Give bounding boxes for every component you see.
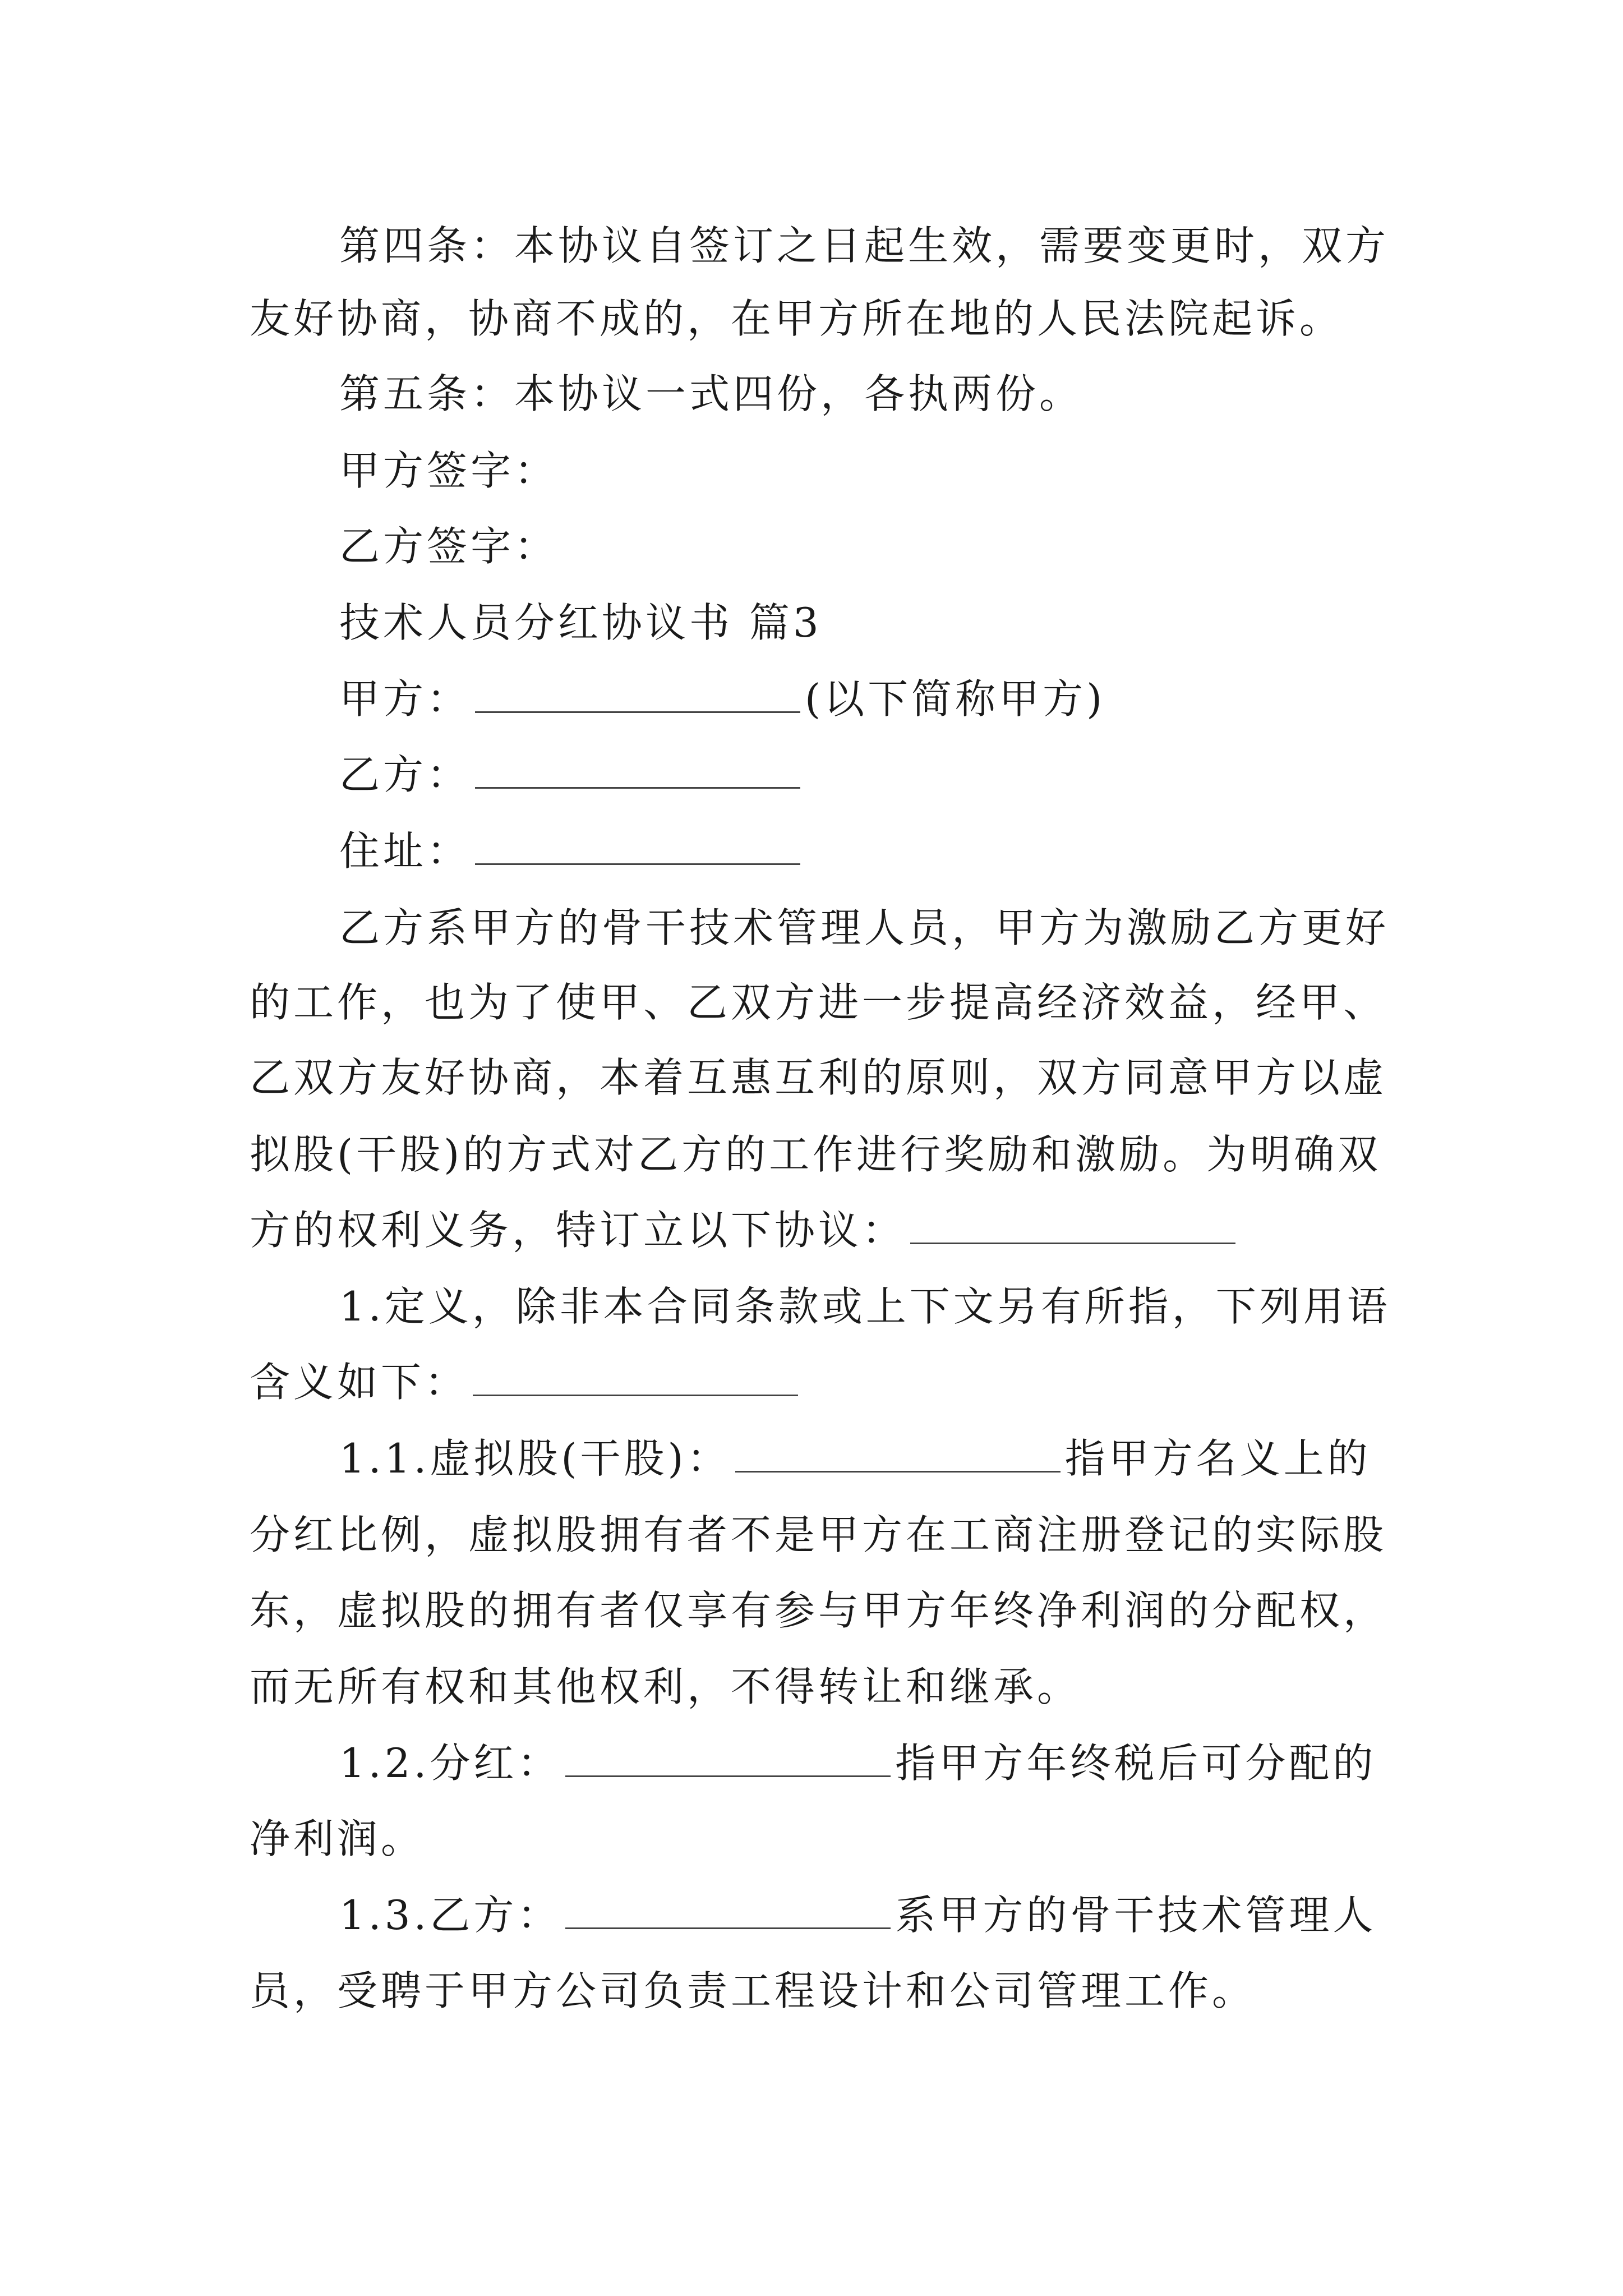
address-line — [339, 823, 805, 879]
clause-1-3-line-1 — [339, 1887, 1376, 1943]
party-b-signature-label: 乙方签字： — [339, 523, 559, 570]
clause-1-3-tail: 系甲方的骨干技术管理人 — [895, 1892, 1377, 1939]
clause-1-3-line-2: 员，受聘于甲方公司负责工程设计和公司管理工作。 — [250, 1967, 1256, 2014]
intro-line-3: 乙双方友好协商，本着互惠互利的原则，双方同意甲方以虚 — [250, 1054, 1387, 1101]
article-4-line-1: 第四条：本协议自签订之日起生效，需要变更时，双方 — [339, 222, 1390, 269]
section-heading: 技术人员分红协议书 篇3 — [339, 599, 822, 646]
party-a-label: 甲方： — [339, 675, 471, 723]
definition-line-1: 1.定义，除非本合同条款或上下文另有所指，下列用语 — [339, 1283, 1391, 1330]
clause-1-1-line-3: 东，虚拟股的拥有者仅享有参与甲方年终净利润的分配权， — [250, 1587, 1387, 1634]
clause-1-1-line-1 — [339, 1430, 1371, 1487]
address-blank — [475, 831, 800, 865]
article-5: 第五条：本协议一式四份，各执两份。 — [339, 370, 1083, 417]
party-b-blank — [475, 754, 800, 789]
clause-1-1-line-2: 分红比例，虚拟股拥有者不是甲方在工商注册登记的实际股 — [250, 1511, 1387, 1558]
party-a-line — [339, 671, 1105, 727]
address-label: 住址： — [339, 827, 471, 875]
clause-1-1-line-4: 而无所有权和其他权利，不得转让和继承。 — [250, 1663, 1081, 1710]
intro-line-5 — [250, 1202, 1240, 1258]
clause-1-3-blank — [565, 1895, 891, 1929]
party-b-label: 乙方： — [339, 751, 471, 798]
intro-line-4: 拟股(干股)的方式对乙方的工作进行奖励和激励。为明确双 — [250, 1131, 1382, 1178]
clause-1-2-line-2: 净利润。 — [250, 1815, 425, 1862]
definition-blank — [473, 1362, 798, 1396]
party-a-signature-label: 甲方签字： — [339, 447, 559, 494]
intro-line-1: 乙方系甲方的骨干技术管理人员，甲方为激励乙方更好 — [339, 904, 1390, 951]
intro-line-5-text: 方的权利义务，特订立以下协议： — [250, 1207, 906, 1254]
clause-1-1-blank — [735, 1438, 1061, 1473]
clause-1-1-tail: 指甲方名义上的 — [1064, 1435, 1371, 1482]
clause-1-2-label: 1.2.分红： — [339, 1740, 561, 1787]
definition-line-2-text: 含义如下： — [250, 1359, 469, 1406]
clause-1-2-blank — [565, 1743, 891, 1777]
party-a-blank — [475, 679, 800, 713]
clause-1-2-tail: 指甲方年终税后可分配的 — [895, 1740, 1377, 1787]
party-b-line — [339, 747, 805, 803]
intro-line-2: 的工作，也为了使甲、乙双方进一步提高经济效益，经甲、 — [250, 979, 1387, 1026]
definition-line-2 — [250, 1354, 803, 1410]
clause-1-1-label: 1.1.虚拟股(干股)： — [339, 1435, 731, 1482]
clause-1-3-label: 1.3.乙方： — [339, 1892, 561, 1939]
article-4-line-2: 友好协商，协商不成的，在甲方所在地的人民法院起诉。 — [250, 295, 1344, 342]
intro-blank — [910, 1210, 1235, 1244]
clause-1-2-line-1 — [339, 1735, 1376, 1791]
party-a-suffix: (以下简称甲方) — [805, 675, 1106, 723]
